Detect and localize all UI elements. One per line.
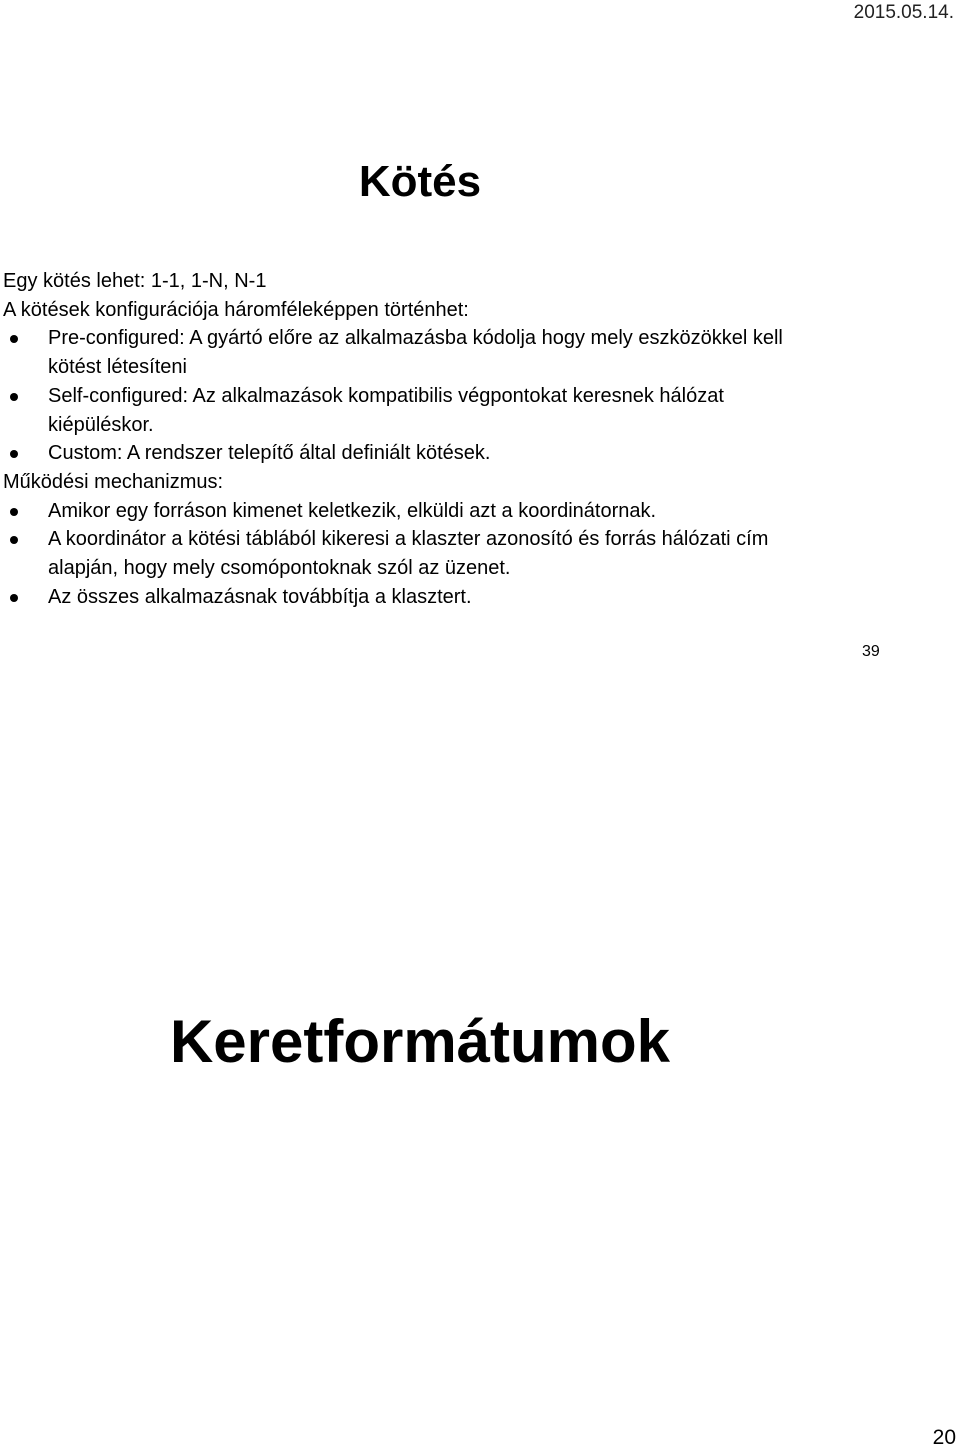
slide-number: 39 [862,643,880,660]
binding-types-line: Egy kötés lehet: 1-1, 1-N, N-1 [3,270,267,292]
list-item-text: Az összes alkalmazásnak továbbítja a klasztert. [48,585,472,608]
list-item-text: Pre-configured: A gyártó előre az alkalmazásba kódolja hogy mely eszközökkel kell kötést létesíteni [48,327,783,379]
list-item-text: Amikor egy forráson kimenet keletkezik, elküldi azt a koordinátornak. [48,499,657,522]
list-item [3,382,803,439]
mechanism-heading: Működési mechanizmus: [3,470,224,493]
configuration-intro-line: A kötések konfigurációja háromféleképpen történhet: [3,298,469,321]
list-item-text: A koordinátor a kötési táblából kikeresi a klaszter azonosító és forrás hálózati cím alapján, hogy mely csomópontoknak szól az üzenet. [48,528,769,580]
list-item [3,583,803,612]
bullet-icon [10,335,18,343]
list-item-text: Self-configured: Az alkalmazások kompatibilis végpontokat keresnek hálózat kiépüléskor. [48,384,724,436]
bullet-icon [10,536,18,544]
page-number: 20 [932,1426,956,1449]
slide-title: Keretformátumok [169,1008,671,1075]
list-item [3,439,803,468]
slide-body [3,267,803,611]
bullet-icon [10,594,18,602]
slide-title: Kötés [358,157,482,206]
bullet-icon [10,450,18,458]
list-item [3,324,803,381]
bullet-icon [10,393,18,401]
list-item [3,497,803,526]
page-date: 2015.05.14. [853,2,954,23]
list-item [3,525,803,582]
bullet-icon [10,508,18,516]
list-item-text: Custom: A rendszer telepítő által definiált kötések. [48,442,491,465]
